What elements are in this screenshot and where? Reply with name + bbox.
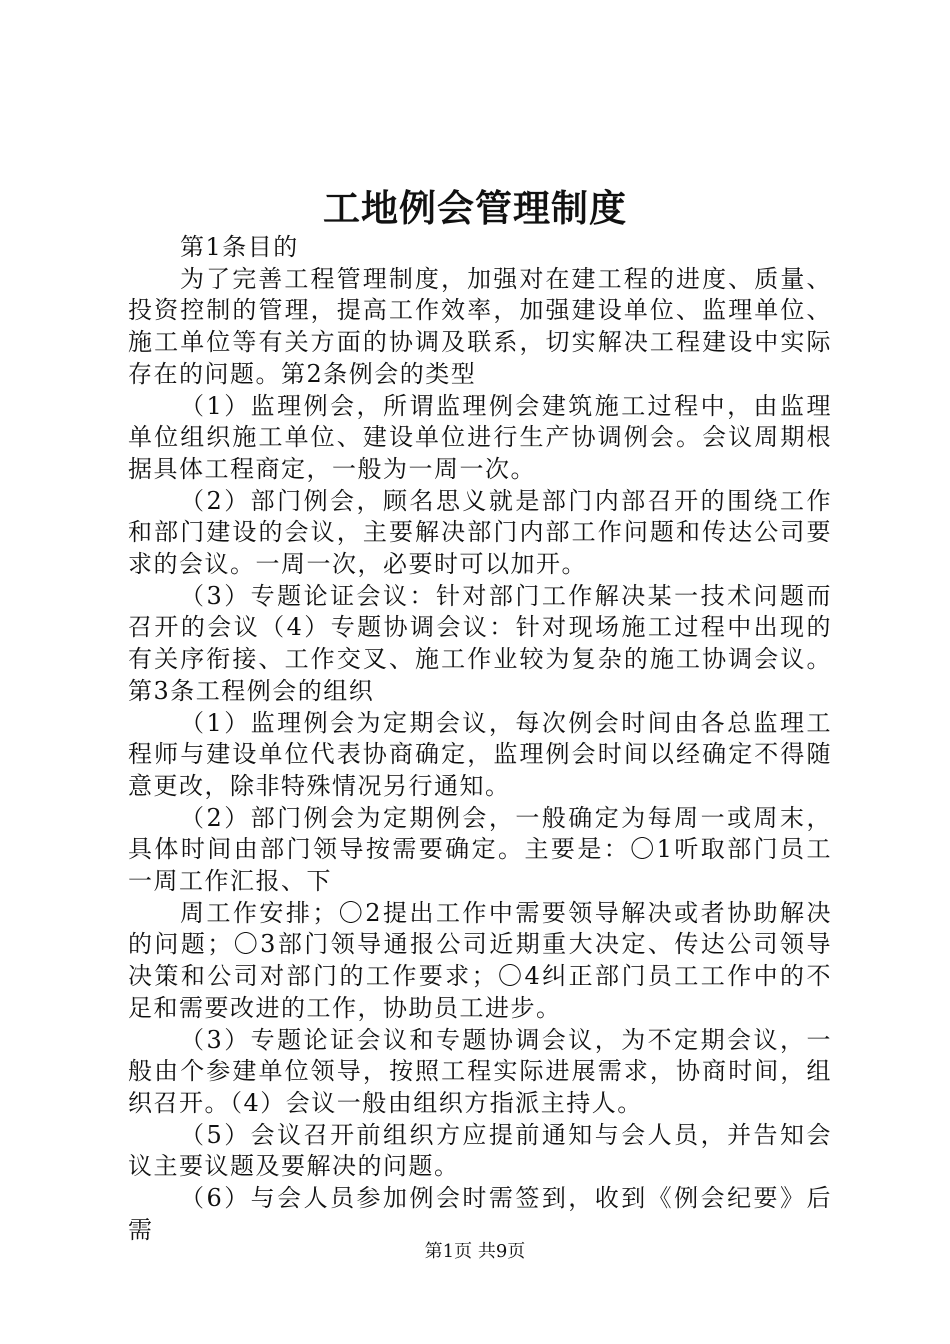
paragraph-purpose: 为了完善工程管理制度，加强对在建工程的进度、质量、投资控制的管理，提高工作效率，加强建设单位、监理单位、施工单位等有关方面的协调及联系，切实解决工程建设中实际存在的问题。第2条例会的类型 — [128, 264, 832, 388]
document-title: 工地例会管理制度 — [323, 186, 627, 230]
paragraph-supervision-schedule: （1）监理例会为定期会议，每次例会时间由各总监理工程师与建设单位代表协商确定，监理例会时间以经确定不得随意更改，除非特殊情况另行通知。 — [128, 708, 832, 800]
paragraph-sign-in: （6）与会人员参加例会时需签到，收到《例会纪要》后需 — [128, 1184, 832, 1244]
paragraph-department-meeting: （2）部门例会，顾名思义就是部门内部召开的围绕工作和部门建设的会议，主要解决部门内部工作问题和传达公司要求的会议。一周一次，必要时可以加开。 — [128, 486, 832, 579]
document-body — [128, 232, 832, 1247]
paragraph-irregular-meetings: （3）专题论证会议和专题协调会议，为不定期会议，一般由个参建单位领导，按照工程实际进展需求，协商时间，组织召开。（4）会议一般由组织方指派主持人。 — [128, 1025, 832, 1117]
page-number: 第1页 共9页 — [424, 1241, 526, 1262]
paragraph-supervision-meeting: （1）监理例会，所谓监理例会建筑施工过程中，由监理单位组织施工单位、建设单位进行生产协调例会。会议周期根据具体工程商定，一般为一周一次。 — [128, 391, 832, 483]
paragraph-department-agenda: 周工作安排；〇2提出工作中需要领导解决或者协助解决的问题；〇3部门领导通报公司近期重大决定、传达公司领导决策和公司对部门的工作要求；〇4纠正部门员工工作中的不足和需要改进的工作，协助员工进步。 — [128, 898, 832, 1022]
paragraph-department-schedule: （2）部门例会为定期例会，一般确定为每周一或周末，具体时间由部门领导按需要确定。主要是：〇1听取部门员工一周工作汇报、下 — [128, 803, 832, 896]
paragraph-special-meetings: （3）专题论证会议：针对部门工作解决某一技术问题而召开的会议（4）专题协调会议：针对现场施工过程中出现的有关序衔接、工作交叉、施工作业较为复杂的施工协调会议。第3条工程例会的组织 — [128, 581, 832, 705]
paragraph-meeting-notice: （5）会议召开前组织方应提前通知与会人员，并告知会议主要议题及要解决的问题。 — [128, 1120, 832, 1181]
paragraph-article-1-heading: 第1条目的 — [180, 233, 299, 261]
